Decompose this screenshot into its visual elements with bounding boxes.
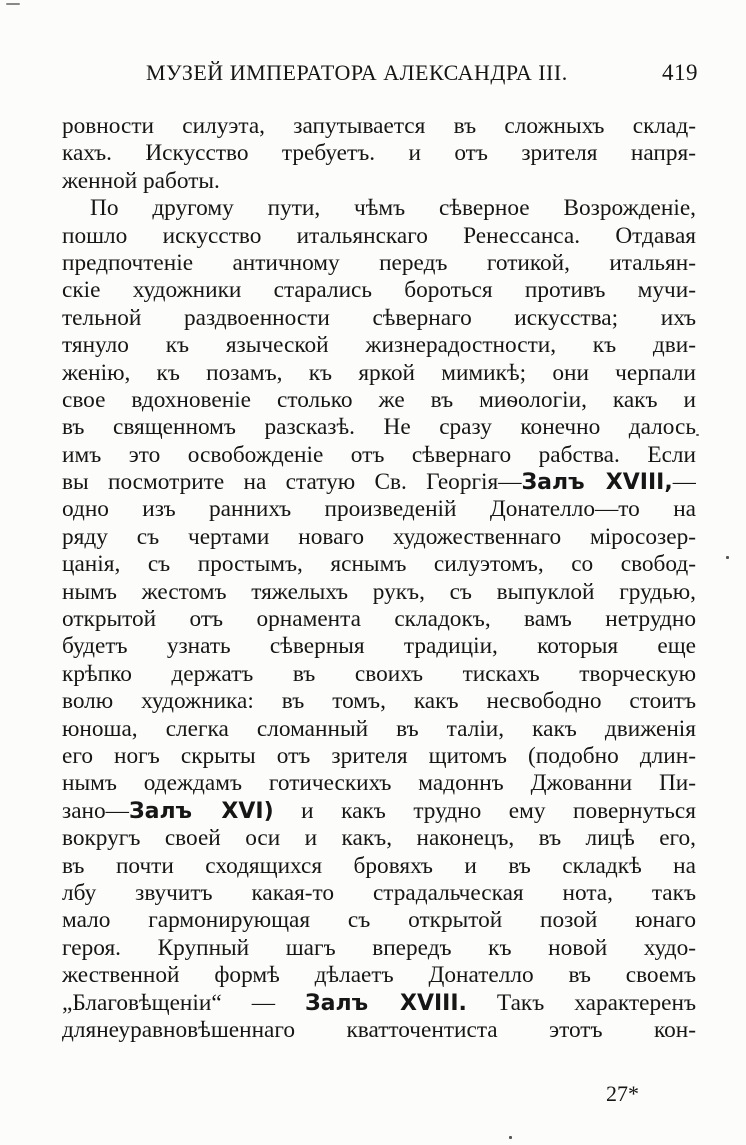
printer-signature-mark: 27* [606, 1081, 639, 1106]
running-header [146, 60, 698, 92]
text-line: нымъ одеждамъ готическихъ мадоннъ Джованни Пи- [62, 770, 696, 797]
hall-reference: Залъ XVI) [128, 798, 274, 824]
text-line: свое вдохновеніе столько же въ миѳологіи, какъ и [62, 386, 696, 413]
text-line: тянуло къ языческой жизнерадостности, къ дви- [62, 332, 696, 359]
body-text [62, 113, 696, 1044]
text-line: его ногъ скрыты отъ зрителя щитомъ (подобно длин- [62, 742, 696, 769]
text-line: въ почти сходящихся бровяхъ и въ складкѣ на [62, 852, 696, 879]
text-line: длянеуравновѣшеннаго кватточентиста этотъ кон- [62, 1016, 696, 1043]
text-line: предпочтеніе античному передъ готикой, итальян- [62, 249, 696, 276]
text-line: тельной раздвоенности сѣвернаго искусства; ихъ [62, 304, 696, 331]
text-line: будетъ узнать сѣверныя традиціи, которыя еще [62, 633, 696, 660]
scan-speck [6, 3, 20, 5]
text-line: волю художника: въ томъ, какъ несвободно стоитъ [62, 688, 696, 715]
text-line: одно изъ раннихъ произведеній Донателло—то на [62, 496, 696, 523]
scan-speck [726, 556, 729, 559]
text-line: По другому пути, чѣмъ сѣверное Возрожденіе, [90, 195, 696, 222]
text-line: героя. Крупный шагъ впередъ къ новой худо- [62, 934, 696, 961]
text-line: лбу звучитъ какая-то страдальческая нота, такъ [62, 879, 696, 906]
hall-reference: Залъ XVIII. [305, 990, 467, 1016]
text-line: юноша, слегка сломанный въ таліи, какъ движенія [62, 715, 696, 742]
text-line: открытой отъ орнамента складокъ, вамъ нетрудно [62, 606, 696, 633]
text-line: пошло искусство итальянскаго Ренессанса. Отдавая [62, 222, 696, 249]
text-line: „Благовѣщеніи“ — Залъ XVIII. Такъ характеренъ [62, 989, 696, 1016]
text-line: въ священномъ разсказѣ. Не сразу конечно далось [62, 414, 696, 441]
text-line: вокругъ своей оси и какъ, наконецъ, въ лицѣ его, [62, 825, 696, 852]
text-line: жественной формѣ дѣлаетъ Донателло въ своемъ [62, 962, 696, 989]
text-line: ровности силуэта, запутывается въ сложныхъ склад- [62, 113, 696, 139]
text-line: женной работы. [62, 167, 220, 194]
scan-speck [696, 434, 699, 436]
text-line: ряду съ чертами новаго художественнаго міросозер- [62, 523, 696, 550]
hall-reference: Залъ XVIII, [521, 470, 673, 496]
running-title: МУЗЕЙ ИМПЕРАТОРА АЛЕКСАНДРА III. [146, 60, 568, 85]
scan-speck [509, 1136, 512, 1139]
text-line: кахъ. Искусство требуетъ. и отъ зрителя напря- [62, 140, 696, 167]
text-line: зано—Залъ XVI) и какъ трудно ему повернуться [62, 797, 696, 824]
page-number: 419 [662, 60, 698, 85]
text-line: имъ это освобожденіе отъ сѣвернаго рабства. Если [62, 441, 696, 468]
text-line: вы посмотрите на статую Св. Георгія—Залъ XVIII,— [62, 469, 696, 496]
text-line: крѣпко держатъ въ своихъ тискахъ творческую [62, 660, 696, 687]
text-line: женію, къ позамъ, къ яркой мимикѣ; они черпали [62, 359, 696, 386]
text-line: цанія, съ простымъ, яснымъ силуэтомъ, со свобод- [62, 551, 696, 578]
text-line: нымъ жестомъ тяжелыхъ рукъ, съ выпуклой грудью, [62, 578, 696, 605]
text-line: мало гармонирующая съ открытой позой юнаго [62, 907, 696, 934]
text-line: скіе художники старались бороться противъ мучи- [62, 277, 696, 304]
